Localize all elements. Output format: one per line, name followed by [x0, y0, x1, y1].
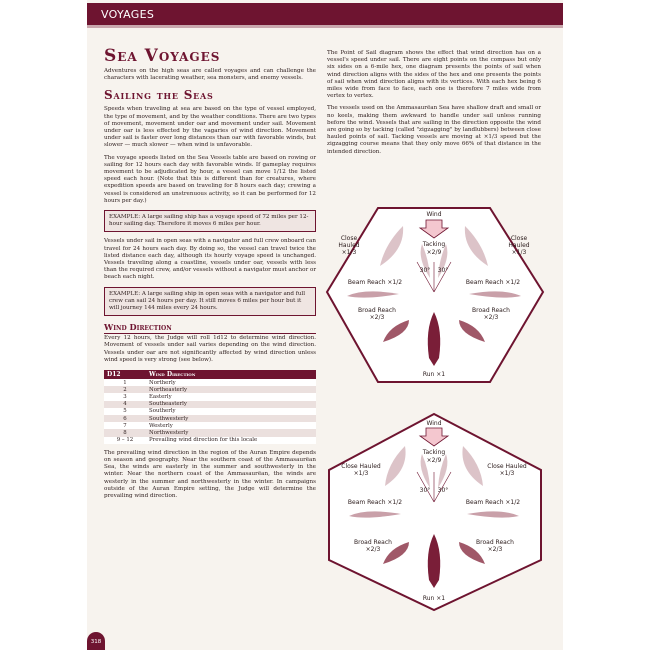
table-cell: Northeasterly	[146, 386, 316, 393]
close-hauled-label: Close Hauled	[487, 463, 527, 470]
beam-reach-label: Beam Reach ×1/2	[465, 499, 521, 506]
angle-label: 30°	[437, 487, 449, 494]
paragraph: Vessels under sail in open seas with a navigator and full crew onboard can travel for 24 hours each day. By doing so, the vessel can travel twice the listed distance each day, although its hourly voyage speed is unchanged. Vessels traveling along a coastline, vessels under oar, vessels with less than the required crew, and/or vessels without a navigator must anchor or beach each night.	[104, 238, 316, 281]
tacking-multiplier: ×2/9	[426, 249, 442, 256]
broad-reach-multiplier: ×2/3	[487, 546, 503, 553]
paragraph: The vessels used on the Ammasaurëan Sea have shallow draft and small or no keels, making them awkward to handle under sail unless running before the wind. Vessels that are sailing in the direction opposite the wind are going so by tacking (called "zigzagging" by landlubbers) between close hauled points of sail. Tacking vessels are moving at ×1/3 speed but the zigzagging course means that they only move 66% of that distance in the intended direction.	[327, 105, 541, 155]
broad-reach-multiplier: ×2/3	[365, 546, 381, 553]
table-cell: Northwesterly	[146, 429, 316, 436]
run-label: Run ×1	[422, 371, 446, 378]
table-cell: Southwesterly	[146, 415, 316, 422]
table-cell: 3	[104, 393, 146, 400]
table-row	[104, 415, 316, 422]
table-cell: 9 – 12	[104, 437, 146, 444]
broad-reach-multiplier: ×2/3	[483, 314, 499, 321]
paragraph: The Point of Sail diagram shows the effect that wind direction has on a vessel's speed under sail. There are eight points on the compass but only six sides on a 6-mile hex, one diagram presents the points of sail when wind direction aligns with the sides of the hex and one presents the points of sail when wind direction aligns with its vertices. With each hex being 6 miles wide from face to face, each one is therefore 7 miles wide from vertex to vertex.	[327, 50, 541, 100]
tacking-label: Tacking	[422, 449, 446, 456]
broad-reach-label: Broad Reach	[358, 307, 396, 314]
page-number: 318	[87, 632, 105, 650]
broad-reach-label: Broad Reach	[476, 539, 514, 546]
broad-reach-label: Broad Reach	[472, 307, 510, 314]
point-of-sail-diagram-face	[325, 200, 545, 390]
table-cell: 5	[104, 408, 146, 415]
table-cell: 1	[104, 379, 146, 386]
page-title: Sea Voyages	[104, 46, 221, 66]
paragraph: Speeds when traveling at sea are based on the type of vessel employed, the type of movement, and by the weather conditions. There are two types of movement, movement under oar and movement under sail. Movement under oar is less effected by the vagaries of wind direction. Movement under sail is faster over long distances than oar with favorable winds, but slower — much slower — when wind is unfavorable.	[104, 106, 316, 149]
close-hauled-label: Close Hauled	[341, 463, 381, 470]
broad-reach-multiplier: ×2/3	[369, 314, 385, 321]
point-of-sail-diagram-vertex	[325, 412, 545, 612]
close-hauled-label: Hauled	[508, 242, 530, 249]
run-label: Run ×1	[422, 595, 446, 602]
paragraph: Every 12 hours, the Judge will roll 1d12 to determine wind direction. Movement of vessels under sail varies depending on the wind direction. Vessels under oar are not significantly affected by wind direction unless wind speed is very strong (see below).	[104, 335, 316, 363]
table-header: D12	[104, 370, 146, 379]
section-header: VOYAGES	[101, 8, 155, 21]
wind-label: Wind	[426, 211, 442, 218]
table-header: Wind Direction	[146, 370, 316, 379]
table-cell: 8	[104, 429, 146, 436]
table-row	[104, 379, 316, 386]
beam-reach-label: Beam Reach ×1/2	[465, 279, 521, 286]
close-hauled-label: Hauled	[338, 242, 360, 249]
table-row	[104, 386, 316, 393]
wind-direction-table	[104, 370, 316, 444]
tacking-multiplier: ×2/9	[426, 457, 442, 464]
table-row	[104, 437, 316, 444]
table-cell: Westerly	[146, 422, 316, 429]
table-row	[104, 429, 316, 436]
example-box: EXAMPLE: A large sailing ship in open seas with a navigator and full crew can sail 24 hours per day. It still moves 6 miles per hour but it will journey 144 miles every 24 hours.	[104, 287, 316, 317]
table-cell: Southerly	[146, 408, 316, 415]
left-column	[104, 46, 316, 505]
table-row	[104, 408, 316, 415]
angle-label: 30°	[419, 487, 431, 494]
table-cell: Easterly	[146, 393, 316, 400]
tacking-label: Tacking	[422, 241, 446, 248]
subsection-heading: Wind Direction	[104, 322, 316, 334]
table-cell: Prevailing wind direction for this locale	[146, 437, 316, 444]
close-hauled-multiplier: ×1/3	[511, 249, 527, 256]
table-cell: 2	[104, 386, 146, 393]
table-cell: Northerly	[146, 379, 316, 386]
broad-reach-label: Broad Reach	[354, 539, 392, 546]
right-column	[327, 50, 541, 161]
paragraph: The voyage speeds listed on the Sea Vessels table are based on rowing or sailing for 12 hours each day with favorable winds. If gameplay requires movement to be adjudicated by hour, a vessel can move 1/12 the listed speed each hour. (Note that this is different than for creatures, where expedition speeds are based on traveling for 8 hours each day; crewing a vessel is considered an unstrenuous activity, so it can be performed for 12 hours per day.)	[104, 154, 316, 204]
table-row	[104, 401, 316, 408]
section-heading: Sailing the Seas	[104, 88, 214, 103]
close-hauled-label: Close	[340, 235, 358, 242]
close-hauled-multiplier: ×1/3	[499, 470, 515, 477]
intro-paragraph: Adventures on the high seas are called voyages and can challenge the characters with lacerating weather, sea monsters, and enemy vessels.	[104, 68, 316, 82]
table-row	[104, 393, 316, 400]
paragraph: The prevailing wind direction in the region of the Auran Empire depends on season and geography. Near the southern coast of the Ammasaurëan Sea, the winds are easterly in the summer and southwesterly in the winter. Near the northern coast of the Ammasaurëan, the winds are westerly in the summer and northwesterly in the winter. In campaigns outside of the Auran Empire setting, the Judge will determine the prevailing wind direction.	[104, 449, 316, 499]
close-hauled-label: Close	[510, 235, 528, 242]
table-cell: Southeasterly	[146, 401, 316, 408]
close-hauled-multiplier: ×1/3	[353, 470, 369, 477]
angle-label: 30°	[419, 267, 431, 274]
example-box: EXAMPLE: A large sailing ship has a voyage speed of 72 miles per 12-hour sailing day. Therefore it moves 6 miles per hour.	[104, 210, 316, 232]
header-bar	[87, 3, 563, 28]
beam-reach-label: Beam Reach ×1/2	[347, 499, 403, 506]
angle-label: 30°	[437, 267, 449, 274]
table-cell: 7	[104, 422, 146, 429]
table-cell: 6	[104, 415, 146, 422]
close-hauled-multiplier: ×1/3	[341, 249, 357, 256]
table-row	[104, 422, 316, 429]
beam-reach-label: Beam Reach ×1/2	[347, 279, 403, 286]
wind-label: Wind	[426, 420, 442, 427]
table-cell: 4	[104, 401, 146, 408]
